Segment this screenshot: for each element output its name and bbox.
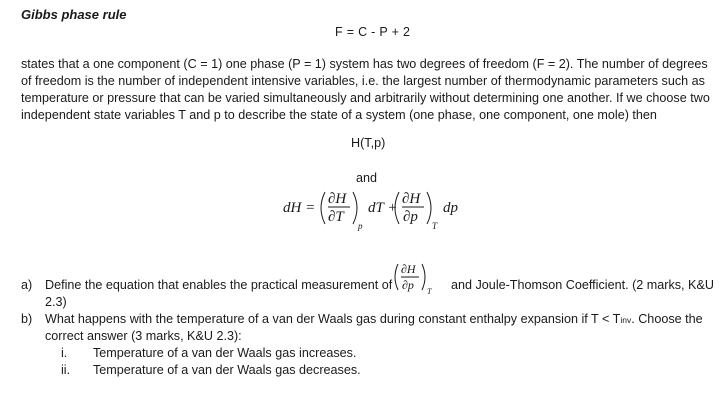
equation-lhs: dH =: [283, 200, 316, 216]
questions: [21, 262, 714, 379]
dp-term: dp: [443, 200, 458, 216]
gibbs-formula: F = C - P + 2: [335, 25, 411, 39]
question-a-line: [21, 262, 714, 296]
differential-equation: [280, 188, 470, 238]
inline-deriv-sub: T: [427, 287, 432, 296]
question-b-continuation: correct answer (3 marks, K&U 2.3):: [45, 329, 242, 343]
function-expression: H(T,p): [351, 136, 386, 150]
section-heading: Gibbs phase rule: [21, 7, 127, 22]
subscript-p: p: [358, 221, 363, 231]
option-item: [21, 345, 711, 362]
question-a-continuation: 2.3): [45, 295, 67, 309]
question-a-continuation-line: [21, 294, 711, 311]
question-b-marker: b): [21, 312, 33, 326]
option-text: Temperature of a van der Waals gas decreases.: [93, 363, 361, 377]
question-b-line: [21, 311, 711, 328]
inline-deriv-den: ∂p: [402, 278, 414, 292]
question-a-text-after: and Joule-Thomson Coefficient. (2 marks, K&U: [451, 278, 714, 292]
question-b-continuation-line: [21, 328, 711, 345]
question-b-text-end: . Choose the: [631, 312, 703, 326]
partial-denominator-2: ∂p: [403, 209, 418, 225]
option-item: [21, 362, 711, 379]
right-paren-2: [427, 192, 431, 224]
and-connector: and: [356, 171, 378, 185]
question-a-text: Define the equation that enables the practical measurement of: [45, 278, 393, 292]
question-b-text: [45, 311, 703, 329]
subscript-T: T: [432, 221, 438, 231]
question-b-text-main: What happens with the temperature of a van der Waals gas during constant enthalpy expansion if T < T: [45, 312, 621, 326]
partial-numerator-2: ∂H: [402, 191, 421, 207]
inline-derivative: [389, 261, 449, 297]
right-paren-1: [353, 192, 357, 224]
option-marker: ii.: [61, 363, 71, 377]
left-paren-1: [321, 192, 325, 224]
partial-numerator-1: ∂H: [328, 191, 347, 207]
option-text: Temperature of a van der Waals gas increases.: [93, 346, 357, 360]
partial-denominator-1: ∂T: [328, 209, 344, 225]
option-marker: i.: [61, 346, 68, 360]
dT-term: dT +: [368, 200, 398, 216]
question-a-marker: a): [21, 278, 33, 292]
question-b-tinv-sub: inv: [620, 315, 632, 325]
description-paragraph: states that a one component (C = 1) one phase (P = 1) system has two degrees of freedom (F = 2). The number of degrees of freedom is the number of independent intensive variables, i.e. the largest number of thermodynamic parameters such as temperature or pressure that can be varied simultaneously and arbitrarily without determining one another. If we choose two independent state variables T and p to describe the state of a system (one phase, one component, one mole) then: [21, 57, 710, 122]
inline-deriv-num: ∂H: [401, 262, 416, 276]
